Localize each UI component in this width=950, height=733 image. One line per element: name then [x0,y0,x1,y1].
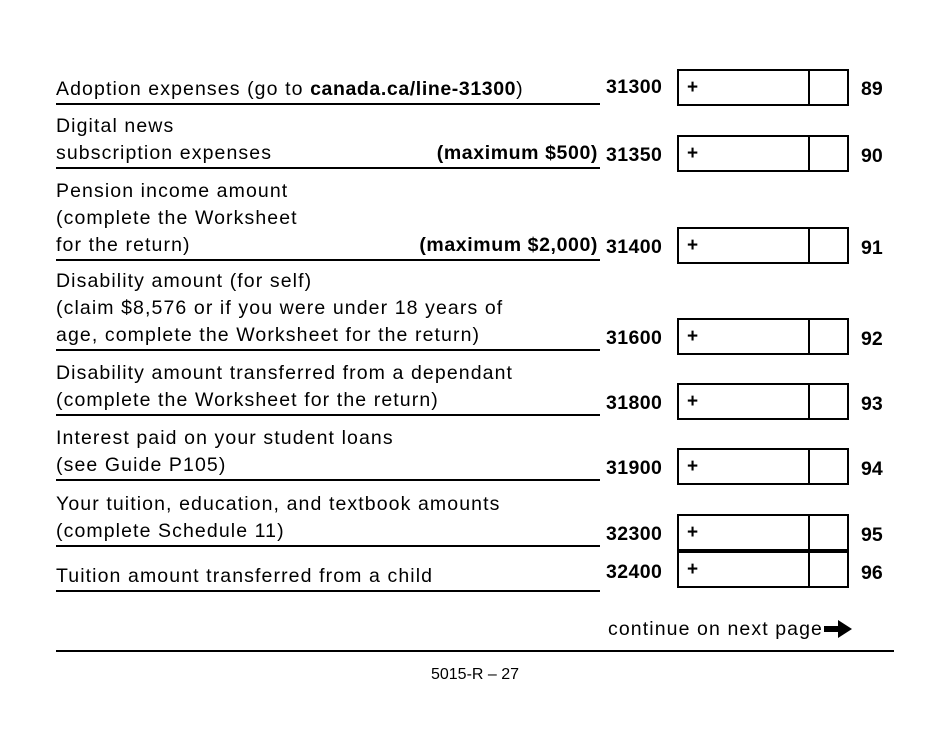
description-line: for the return) (maximum $2,000) [56,232,600,259]
cents-divider [808,227,810,264]
description-line: (see Guide P105) [56,454,227,476]
amount-field[interactable] [677,318,849,355]
description-line: Adoption expenses (go to canada.ca/line-31300) [56,78,524,100]
line-number: 96 [861,562,883,584]
description-line: Your tuition, education, and textbook amounts [56,493,501,515]
cents-divider [808,135,810,172]
amount-field[interactable] [677,514,849,551]
row-description [56,563,600,592]
description-line: subscription expenses (maximum $500) [56,140,600,167]
line-link[interactable]: canada.ca/line-31300 [310,78,517,100]
row-description [56,76,600,105]
maximum-note: (maximum $2,000) [419,234,598,256]
row-description [56,425,600,481]
description-line: (complete Schedule 11) [56,520,285,542]
page-number: 5015-R – 27 [430,666,520,683]
description-line: age, complete the Worksheet for the return) [56,324,481,346]
amount-field[interactable] [677,448,849,485]
line-code: 31300 [606,76,663,98]
line-number: 90 [861,145,883,167]
amount-field[interactable] [677,135,849,172]
line-number: 91 [861,237,883,259]
amount-field[interactable] [677,69,849,106]
description-line: (complete the Worksheet for the return) [56,389,439,411]
plus-sign: + [687,77,699,98]
plus-sign: + [687,235,699,256]
amount-field[interactable] [677,551,849,588]
description-line: Pension income amount [56,180,289,202]
row-description [56,178,600,261]
line-number: 94 [861,458,883,480]
line-number: 93 [861,393,883,415]
plus-sign: + [687,391,699,412]
amount-field[interactable] [677,227,849,264]
cents-divider [808,514,810,551]
description-line: Digital news [56,115,175,137]
row-description [56,113,600,169]
bottom-divider [56,650,894,652]
plus-sign: + [687,522,699,543]
plus-sign: + [687,559,699,580]
line-code: 31400 [606,236,663,258]
description-line: (complete the Worksheet [56,207,298,229]
continue-text: continue on next page [608,618,824,640]
line-code: 32300 [606,523,663,545]
line-number: 92 [861,328,883,350]
line-code: 31900 [606,457,663,479]
cents-divider [808,551,810,588]
line-number: 89 [861,78,883,100]
line-code: 31600 [606,327,663,349]
amount-field[interactable] [677,383,849,420]
description-line: Disability amount transferred from a dependant [56,362,514,384]
cents-divider [808,448,810,485]
cents-divider [808,69,810,106]
description-line: (claim $8,576 or if you were under 18 years of [56,297,504,319]
description-line: Interest paid on your student loans [56,427,394,449]
cents-divider [808,383,810,420]
description-line: Tuition amount transferred from a child [56,565,434,587]
row-description [56,360,600,416]
line-code: 31800 [606,392,663,414]
continue-note [608,617,853,641]
row-description [56,491,600,547]
right-arrow-icon [823,617,853,641]
row-description [56,268,600,351]
plus-sign: + [687,143,699,164]
plus-sign: + [687,326,699,347]
line-code: 31350 [606,144,663,166]
maximum-note: (maximum $500) [436,142,598,164]
plus-sign: + [687,456,699,477]
description-line: Disability amount (for self) [56,270,313,292]
line-number: 95 [861,524,883,546]
line-code: 32400 [606,561,663,583]
cents-divider [808,318,810,355]
